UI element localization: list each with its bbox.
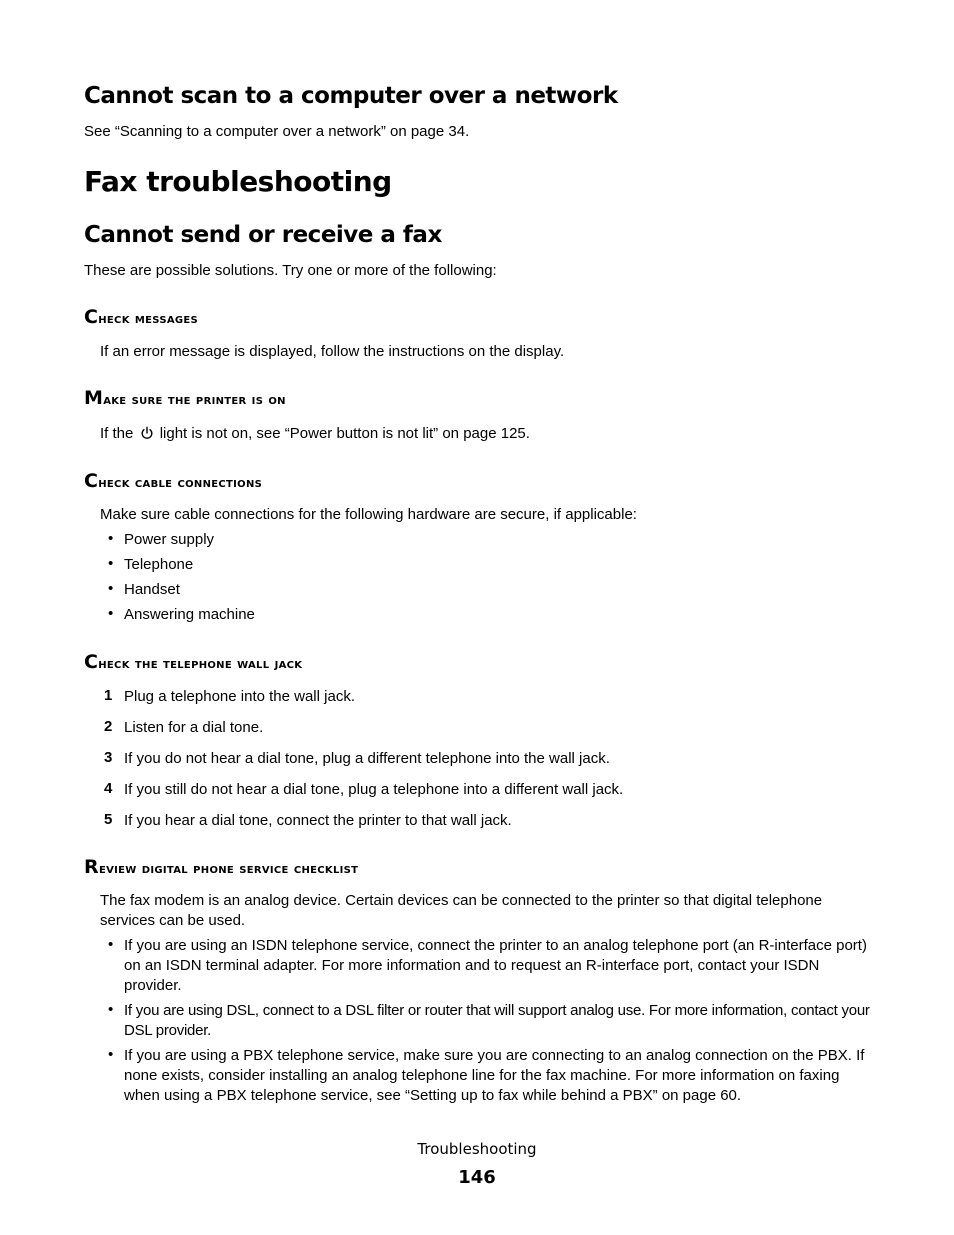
heading-digital-phone-checklist: Review digital phone service checklist: [84, 856, 359, 878]
list-item: [0, 555, 900, 575]
bullet-icon: •: [108, 936, 114, 953]
list-item: [0, 530, 900, 550]
list-item-text: Power supply: [124, 531, 215, 548]
bullet-icon: •: [108, 580, 114, 597]
printer-on-text: [100, 424, 530, 444]
check-messages-text: If an error message is displayed, follow the instructions on the display.: [100, 343, 565, 360]
footer-section-name: Troubleshooting: [417, 1140, 537, 1158]
step-number: 3: [104, 749, 113, 766]
heading-printer-on: Make sure the printer is on: [84, 387, 286, 409]
heading-cannot-send-receive-fax: Cannot send or receive a fax: [84, 222, 442, 248]
heading-check-cable-connections: Check cable connections: [84, 470, 263, 492]
digital-intro-text: The fax modem is an analog device. Certain devices can be connected to the printer so that digital telephone services can be used.: [100, 892, 823, 929]
step-number: 5: [104, 811, 113, 828]
list-item: [0, 1001, 900, 1041]
step-text: Listen for a dial tone.: [124, 719, 264, 736]
page-number: 146: [458, 1167, 496, 1188]
heading-check-messages: Check messages: [84, 306, 199, 328]
list-item: [0, 936, 900, 996]
step-item: [0, 749, 900, 769]
list-item-text: Telephone: [124, 556, 194, 573]
step-number: 2: [104, 718, 113, 735]
scan-reference-text: See “Scanning to a computer over a network” on page 34.: [84, 123, 470, 140]
step-text: If you do not hear a dial tone, plug a different telephone into the wall jack.: [124, 750, 610, 767]
list-item-text: Answering machine: [124, 606, 255, 623]
step-item: [0, 687, 900, 707]
list-item: [0, 1046, 900, 1106]
list-item-text: If you are using DSL, connect to a DSL filter or router that will support analog use. For more information, contact your DSL provider.: [124, 1002, 870, 1039]
bullet-icon: •: [108, 530, 114, 547]
printer-on-text-after: light is not on, see “Power button is not lit” on page 125.: [159, 425, 530, 442]
bullet-icon: •: [108, 555, 114, 572]
heading-fax-troubleshooting: Fax troubleshooting: [84, 165, 392, 198]
power-icon: [140, 426, 154, 440]
fax-intro-text: These are possible solutions. Try one or more of the following:: [84, 262, 497, 279]
list-item: [0, 605, 900, 625]
step-item: [0, 811, 900, 831]
step-item: [0, 718, 900, 738]
cable-intro-text: Make sure cable connections for the following hardware are secure, if applicable:: [100, 506, 637, 523]
step-text: If you hear a dial tone, connect the printer to that wall jack.: [124, 812, 512, 829]
list-item: [0, 580, 900, 600]
bullet-icon: •: [108, 1001, 114, 1018]
bullet-icon: •: [108, 1046, 114, 1063]
heading-cannot-scan: Cannot scan to a computer over a network: [84, 83, 618, 109]
list-item-text: If you are using a PBX telephone service, make sure you are connecting to an analog connection on the PBX. If none exists, consider installing an analog telephone line for the fax machine. For more information on faxing when using a PBX telephone service, see “Setting up to fax while behind a PBX” on page 60.: [124, 1047, 865, 1104]
step-item: [0, 780, 900, 800]
step-number: 4: [104, 780, 113, 797]
list-item-text: Handset: [124, 581, 180, 598]
printer-on-text-before: If the: [100, 425, 134, 442]
step-number: 1: [104, 687, 113, 704]
heading-check-wall-jack: Check the telephone wall jack: [84, 651, 303, 673]
bullet-icon: •: [108, 605, 114, 622]
step-text: If you still do not hear a dial tone, plug a telephone into a different wall jack.: [124, 781, 624, 798]
list-item-text: If you are using an ISDN telephone service, connect the printer to an analog telephone port (an R-interface port) on an ISDN terminal adapter. For more information and to request an R-interface port, contact your ISDN provider.: [124, 937, 867, 994]
step-text: Plug a telephone into the wall jack.: [124, 688, 355, 705]
